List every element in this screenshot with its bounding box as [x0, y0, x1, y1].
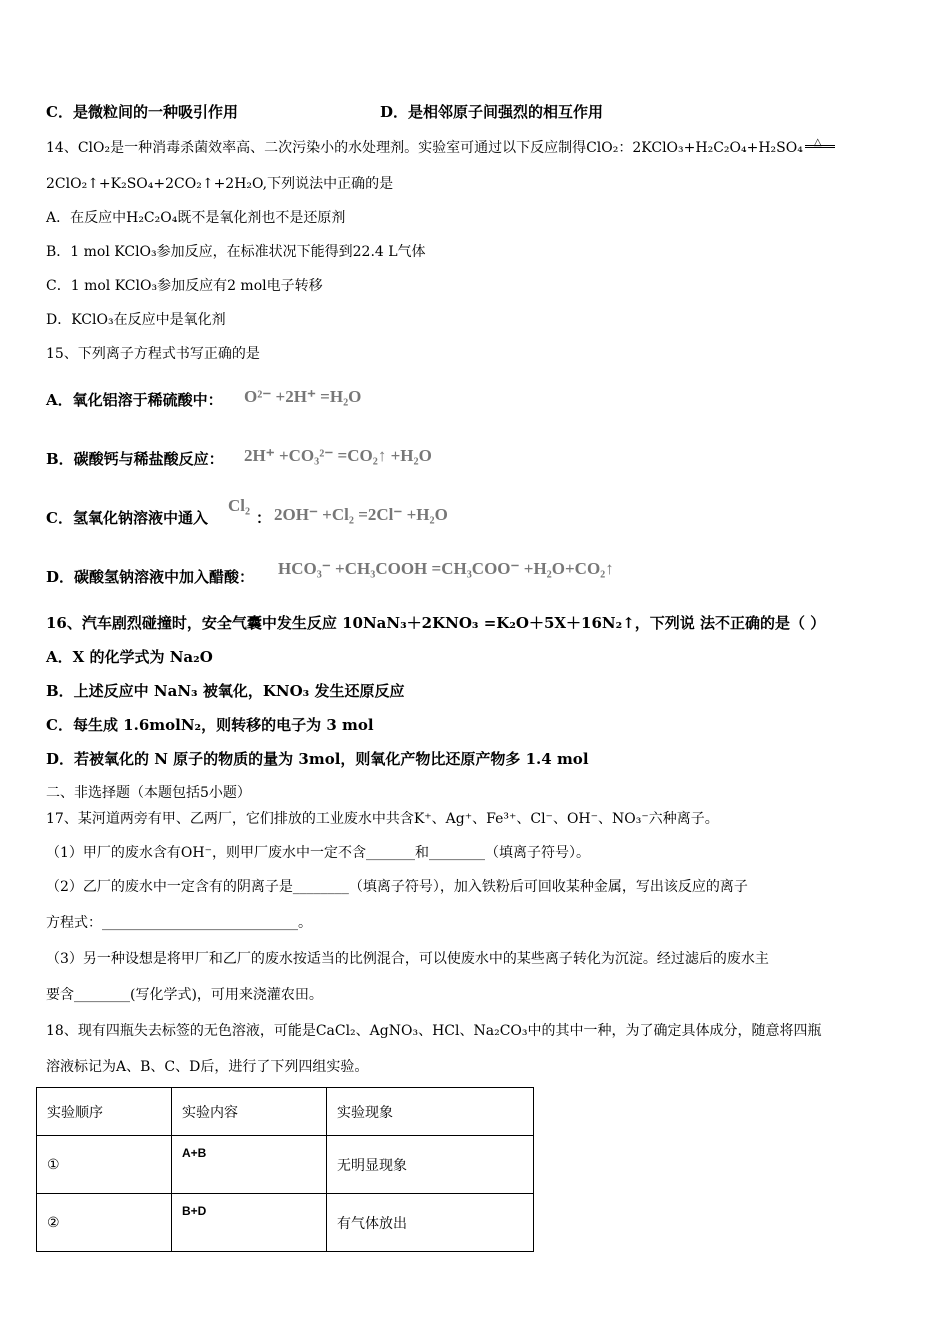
q17-part-2: （2）乙厂的废水中一定含有的阴离子是________（填离子符号），加入铁粉后可回收某种金属，写出该反应的离子	[46, 879, 748, 895]
table-cell: B+D	[172, 1194, 327, 1252]
question-18: 18、现有四瓶失去标签的无色溶液，可能是CaCl₂、AgNO₃、HCl、Na₂CO₃中的其中一种，为了确定具体成分，随意将四瓶	[46, 1023, 822, 1039]
table-cell: A+B	[172, 1136, 327, 1194]
q15-option-a: A．氧化铝溶于稀硫酸中： O²⁻ +2H⁺ =H₂O	[46, 387, 362, 409]
q14-option-d: D．KClO₃在反应中是氧化剂	[46, 312, 226, 328]
question-17: 17、某河道两旁有甲、乙两厂，它们排放的工业废水中共含K⁺、Ag⁺、Fe³⁺、Cl⁻、OH⁻、NO₃⁻六种离子。	[46, 811, 719, 827]
question-14-cont: 2ClO₂↑+K₂SO₄+2CO₂↑+2H₂O,下列说法中正确的是	[46, 176, 394, 192]
table-header-cell: 实验内容	[172, 1088, 327, 1136]
table-header-row	[37, 1088, 534, 1136]
q15-option-b: B．碳酸钙与稀盐酸反应： 2H⁺ +CO₃²⁻ =CO₂↑ +H₂O	[46, 446, 432, 468]
table-row	[37, 1194, 534, 1252]
option-c: C．是微粒间的一种吸引作用	[46, 103, 238, 121]
table-cell: 无明显现象	[327, 1136, 534, 1194]
q14-option-c: C．1 mol KClO₃参加反应有2 mol电子转移	[46, 278, 323, 294]
option-d: D．是相邻原子间强烈的相互作用	[380, 103, 604, 121]
q14-option-a: A．在反应中H₂C₂O₄既不是氧化剂也不是还原剂	[46, 210, 346, 226]
table-row	[37, 1136, 534, 1194]
q16-option-c: C．每生成 1.6molN₂，则转移的电子为 3 mol	[46, 716, 374, 734]
q14-option-b: B．1 mol KClO₃参加反应，在标准状况下能得到22.4 L气体	[46, 244, 426, 260]
question-14: 14、ClO₂是一种消毒杀菌效率高、二次污染小的水处理剂。实验室可通过以下反应制得ClO₂：2KClO₃+H₂C₂O₄+H₂SO₄ △	[46, 138, 835, 158]
q15-option-c: C．氢氧化钠溶液中通入 Cl₂ ： 2OH⁻ +Cl₂ =2Cl⁻ +H₂O	[46, 496, 448, 527]
section-2-title: 二、非选择题（本题包括5小题）	[46, 785, 251, 801]
formula-a: O²⁻ +2H⁺ =H₂O	[244, 387, 362, 406]
q17-part-2-cont: 方程式：____________________________。	[46, 915, 312, 931]
q17-part-3: （3）另一种设想是将甲厂和乙厂的废水按适当的比例混合，可以使废水中的某些离子转化为沉淀。经过滤后的废水主	[46, 951, 769, 967]
formula-d: HCO₃⁻ +CH₃COOH =CH₃COO⁻ +H₂O+CO₂↑	[278, 559, 614, 578]
table-cell: ①	[37, 1136, 172, 1194]
formula-cl2: Cl₂	[228, 496, 251, 515]
table-cell: 有气体放出	[327, 1194, 534, 1252]
q16-option-b: B．上述反应中 NaN₃ 被氧化，KNO₃ 发生还原反应	[46, 682, 405, 700]
q15-option-d: D．碳酸氢钠溶液中加入醋酸： HCO₃⁻ +CH₃COOH =CH₃COO⁻ +H₂O+CO₂↑	[46, 559, 614, 586]
formula-c: 2OH⁻ +Cl₂ =2Cl⁻ +H₂O	[274, 505, 448, 524]
heat-arrow-icon: △	[805, 145, 835, 148]
table-cell: ②	[37, 1194, 172, 1252]
question-18-cont: 溶液标记为A、B、C、D后，进行了下列四组实验。	[46, 1059, 369, 1075]
q16-option-a: A．X 的化学式为 Na₂O	[46, 648, 213, 666]
q17-part-1: （1）甲厂的废水含有OH⁻，则甲厂废水中一定不含_______和________（填离子符号）。	[46, 845, 590, 861]
table-header-cell: 实验顺序	[37, 1088, 172, 1136]
q17-part-3-cont: 要含________(写化学式)，可用来浇灌农田。	[46, 987, 323, 1003]
q16-option-d: D．若被氧化的 N 原子的物质的量为 3mol，则氧化产物比还原产物多 1.4 mol	[46, 750, 589, 768]
formula-b: 2H⁺ +CO₃²⁻ =CO₂↑ +H₂O	[244, 446, 432, 465]
question-15: 15、下列离子方程式书写正确的是	[46, 346, 260, 362]
experiment-table	[36, 1087, 534, 1252]
table-header-cell: 实验现象	[327, 1088, 534, 1136]
question-16: 16、汽车剧烈碰撞时，安全气囊中发生反应 10NaN₃＋2KNO₃ =K₂O＋5X＋16N₂↑，下列说 法不正确的是（ ）	[46, 614, 826, 632]
